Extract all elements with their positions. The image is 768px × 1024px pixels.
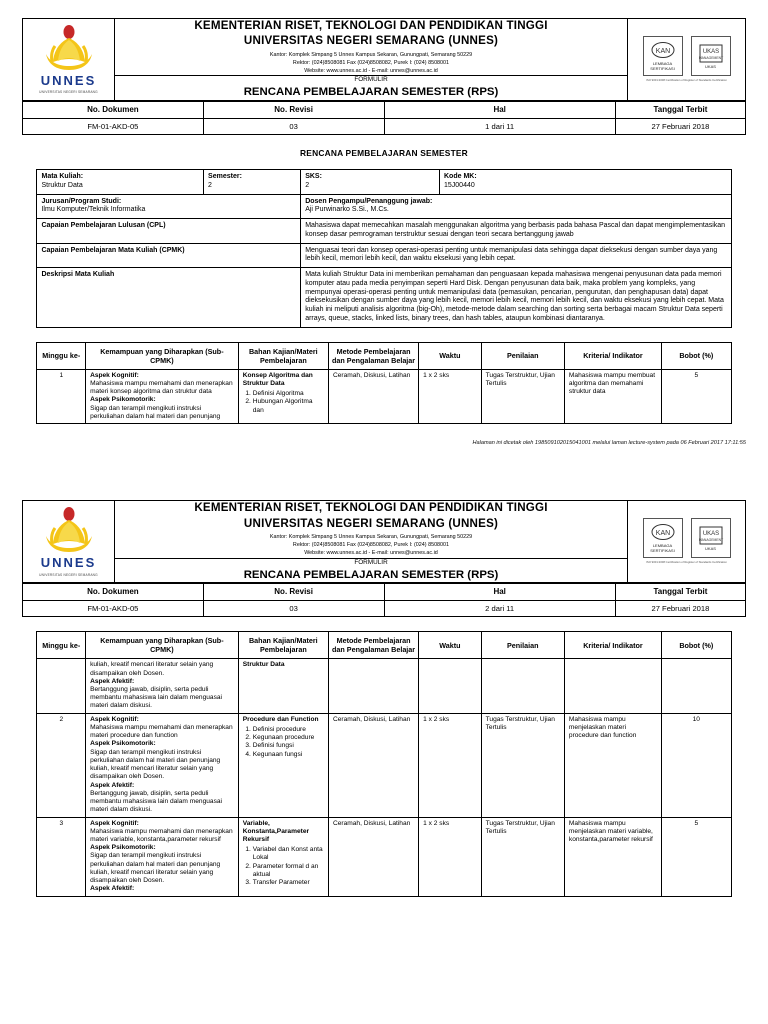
print-footnote: Halaman ini dicetak oleh 198509102015041001 melalui laman lecture-system pada 06 Februari 2017 17:11:55	[472, 440, 746, 447]
cell-bahan-kajian: Procedure dan Function 1. Definisi procedure 2. Kegunaan procedure 3. Definisi fungsi 4. Kegunaan fungsi	[238, 713, 328, 817]
cell-minggu: 1	[37, 369, 86, 423]
col-metode: Metode Pembelajaran dan Pengalaman Belajar	[328, 632, 418, 659]
hal-label: Hal	[384, 101, 615, 118]
cell-kriteria	[564, 659, 661, 713]
cell-metode	[328, 659, 418, 713]
cell-kemampuan: Aspek Kognitif: Mahasiswa mampu memahami dan menerapkan materi konsep algoritma dan struktur data Aspek Psikomotorik: Sigap dan terampil mengikuti instruksi perkuliahan dalam hal materi dan penunjang	[86, 369, 239, 423]
kode-mk-cell: Kode MK: 15J00440	[440, 170, 732, 195]
header-table	[22, 18, 746, 101]
svg-text:KAN: KAN	[655, 48, 670, 56]
cell-waktu: 1 x 2 sks	[419, 369, 481, 423]
col-bahan-kajian: Bahan Kajian/Materi Pembelajaran	[238, 342, 328, 369]
address-line-3: Website: www.unnes.ac.id - E-mail: unnes@unnes.ac.id	[304, 549, 438, 556]
kan-label: LEMBAGA SERTIFIKASI	[650, 61, 675, 72]
matrix-header-row	[37, 342, 731, 369]
ukas-seal-icon	[698, 44, 724, 64]
cell-penilaian	[481, 659, 564, 713]
no-revisi-value: 03	[203, 118, 384, 134]
certification-logos	[628, 19, 746, 101]
ukas-certificate-icon	[691, 518, 731, 558]
rps-matrix-table-page1	[36, 342, 731, 424]
document-page-2	[0, 482, 768, 907]
document-meta-table	[22, 101, 746, 135]
certification-logos	[628, 501, 746, 583]
mata-kuliah-cell: Mata Kuliah: Struktur Data	[37, 170, 204, 195]
hal-value: 1 dari 11	[384, 118, 615, 134]
cell-minggu: 2	[37, 713, 86, 817]
page-separator	[0, 456, 768, 482]
logo-wordmark: UNNES	[40, 555, 97, 571]
cell-minggu: 3	[37, 817, 86, 896]
university-line: UNIVERSITAS NEGERI SEMARANG (UNNES)	[243, 516, 499, 530]
col-waktu: Waktu	[419, 342, 481, 369]
page-title: RENCANA PEMBELAJARAN SEMESTER	[300, 148, 468, 159]
address-line-1: Kantor: Komplek Simpang 5 Unnes Kampus Sekaran, Gunungpati, Semarang 50229	[269, 51, 473, 58]
deskripsi-value: Mata kuliah Struktur Data ini memberikan pemahaman dan penguasaan kepada mahasiswa mengenai penyusunan data pada memori komputer atau pada media penyimpan seperti Hard Disk. Dengan penyusunan data baik, maka problem yang kompleks, yang mempunyai operasi-operasi penting untuk memanipulasi data (pemasukan, pencarian, pengurutan, dan penghapusan data) dapat dieksekusikan dengan sumber daya yang lebih kecil, memori lebih kecil, memori lebih kecil, dan waktu eksekusi yang lebih cepat. Mata kuliah ini meliputi analisis algoritma (big-Oh), metode-metode dalam searching dan sorting serta berbagai macam Struktur Data seperti arrays, queue, stacks, linked lists, binary trees, dan hash tables, ataupun kombinasi diantaranya.	[301, 268, 731, 328]
no-dokumen-label: No. Dokumen	[23, 101, 204, 118]
col-bobot: Bobot (%)	[662, 632, 731, 659]
col-penilaian: Penilaian	[481, 342, 564, 369]
col-metode: Metode Pembelajaran dan Pengalaman Belajar	[328, 342, 418, 369]
matrix-header-row	[37, 632, 731, 659]
cpl-label: Capaian Pembelajaran Lulusan (CPL)	[37, 219, 301, 244]
cell-penilaian: Tugas Terstruktur, Ujian Tertulis	[481, 817, 564, 896]
cell-waktu: 1 x 2 sks	[419, 713, 481, 817]
logo-wordmark: UNNES	[40, 73, 97, 89]
header-table-page2	[22, 500, 746, 583]
cell-bobot	[662, 659, 731, 713]
cell-bahan-kajian: Konsep Algoritma dan Struktur Data 1. Definisi Algoritma 2. Hubungan Algoritma dan	[238, 369, 328, 423]
no-dokumen-label: No. Dokumen	[23, 583, 204, 600]
svg-text:UKAS: UKAS	[702, 48, 719, 55]
cell-bahan-kajian: Variable, Konstanta,Parameter Rekursif 1. Variabel dan Konst anta Lokal 2. Parameter formal d an aktual 3. Transfer Parameter	[238, 817, 328, 896]
col-penilaian: Penilaian	[481, 632, 564, 659]
table-row	[37, 369, 731, 423]
rps-matrix-table-page2	[36, 631, 731, 896]
cell-bobot: 10	[662, 713, 731, 817]
tanggal-terbit-value: 27 Februari 2018	[615, 118, 745, 134]
jurusan-cell: Jurusan/Program Studi: Ilmu Komputer/Teknik Informatika	[37, 194, 301, 219]
cell-bobot: 5	[662, 817, 731, 896]
cell-kriteria: Mahasiswa mampu menjelaskan materi variable, konstanta,parameter rekursif	[564, 817, 661, 896]
no-dokumen-value: FM-01-AKD-05	[23, 600, 204, 616]
cell-metode: Ceramah, Diskusi, Latihan	[328, 369, 418, 423]
cell-bahan-kajian: Struktur Data	[238, 659, 328, 713]
kan-seal-icon	[650, 523, 676, 543]
course-info-table	[36, 169, 731, 328]
col-minggu: Minggu ke-	[37, 632, 86, 659]
certification-note: ISO 9001:2008 Certification of Register of Standards Certification	[646, 78, 727, 83]
col-kriteria: Kriteria/ Indikator	[564, 342, 661, 369]
ukas-certificate-icon	[691, 36, 731, 76]
table-row	[37, 713, 731, 817]
col-kemampuan: Kemampuan yang Diharapkan (Sub-CPMK)	[86, 632, 239, 659]
logo-subtext: UNIVERSITAS NEGERI SEMARANG	[39, 572, 98, 577]
sks-cell: SKS: 2	[301, 170, 440, 195]
no-revisi-label: No. Revisi	[203, 583, 384, 600]
col-waktu: Waktu	[419, 632, 481, 659]
cell-penilaian: Tugas Terstruktur, Ujian Tertulis	[481, 369, 564, 423]
semester-cell: Semester: 2	[204, 170, 301, 195]
cell-metode: Ceramah, Diskusi, Latihan	[328, 713, 418, 817]
cell-kemampuan: Aspek Kognitif: Mahasiswa mampu memahami dan menerapkan materi variable, konstanta,parameter rekursif Aspek Psikomotorik: Sigap dan terampil mengikuti instruksi perkuliahan dalam hal materi dan penunjang kuliah, kreatif mencari literatur selain yang disampaikan oleh Dosen. Aspek Afektif:	[86, 817, 239, 896]
cpmk-value: Menguasai teori dan konsep operasi-operasi penting untuk memanipulasi data sehingga dapat dieksekusi dengan sumber daya yang lebih kecil, memori lebih kecil, dan waktu eksekusi yang lebih cepat.	[301, 243, 731, 268]
ukas-seal-icon	[698, 526, 724, 546]
address-line-3: Website: www.unnes.ac.id - E-mail: unnes@unnes.ac.id	[304, 67, 438, 74]
form-label: FORMULIR	[354, 558, 388, 566]
col-kemampuan: Kemampuan yang Diharapkan (Sub-CPMK)	[86, 342, 239, 369]
cell-kriteria: Mahasiswa mampu membuat algoritma dan memahami struktur data	[564, 369, 661, 423]
deskripsi-label: Deskripsi Mata Kuliah	[37, 268, 301, 328]
document-page-1	[0, 0, 768, 456]
tanggal-terbit-value: 27 Februari 2018	[615, 600, 745, 616]
cell-metode: Ceramah, Diskusi, Latihan	[328, 817, 418, 896]
ministry-line: KEMENTERIAN RISET, TEKNOLOGI DAN PENDIDIKAN TINGGI	[194, 19, 548, 32]
cell-kemampuan: Aspek Kognitif: Mahasiswa mampu memahami dan menerapkan materi procedure dan function Aspek Psikomotorik: Sigap dan terampil mengikuti instruksi perkuliahan dalam hal materi dan penunjang kuliah, kreatif mencari literatur selain yang disampaikan oleh Dosen. Aspek Afektif: Bertanggung jawab, disiplin, serta peduli membantu mahasiswa lain dalam menguasai materi dalam diskusi.	[86, 713, 239, 817]
svg-text:MANAGEMENT: MANAGEMENT	[698, 55, 723, 60]
col-kriteria: Kriteria/ Indikator	[564, 632, 661, 659]
unnes-logo	[23, 19, 115, 101]
form-title: RENCANA PEMBELAJARAN SEMESTER (RPS)	[243, 86, 499, 99]
cell-minggu	[37, 659, 86, 713]
institution-title-cell	[115, 501, 628, 558]
ministry-line: KEMENTERIAN RISET, TEKNOLOGI DAN PENDIDIKAN TINGGI	[194, 501, 548, 515]
svg-text:UKAS: UKAS	[702, 530, 719, 537]
address-line-2: Rektor: (024)8508081 Fax (024)8508082, Purek I: (024) 8508001	[292, 59, 450, 66]
document-meta-table-page2	[22, 583, 746, 617]
ukas-label: UKAS	[705, 545, 716, 551]
table-row	[37, 817, 731, 896]
no-revisi-label: No. Revisi	[203, 101, 384, 118]
col-bobot: Bobot (%)	[662, 342, 731, 369]
table-row	[37, 659, 731, 713]
certification-note: ISO 9001:2008 Certification of Register of Standards Certification	[646, 560, 727, 565]
cell-bobot: 5	[662, 369, 731, 423]
svg-text:MANAGEMENT: MANAGEMENT	[698, 537, 723, 542]
tanggal-terbit-label: Tanggal Terbit	[615, 583, 745, 600]
kan-certificate-icon	[643, 36, 683, 76]
unnes-flame-icon	[40, 506, 98, 554]
institution-title-cell	[115, 19, 628, 76]
form-title: RENCANA PEMBELAJARAN SEMESTER (RPS)	[243, 568, 499, 581]
university-line: UNIVERSITAS NEGERI SEMARANG (UNNES)	[243, 34, 499, 48]
kan-label: LEMBAGA SERTIFIKASI	[650, 543, 675, 554]
ukas-label: UKAS	[705, 63, 716, 69]
dosen-cell: Dosen Pengampu/Penanggung jawab: Aji Purwinarko S.Si., M.Cs.	[301, 194, 731, 219]
cell-waktu: 1 x 2 sks	[419, 817, 481, 896]
col-bahan-kajian: Bahan Kajian/Materi Pembelajaran	[238, 632, 328, 659]
address-line-2: Rektor: (024)8508081 Fax (024)8508082, Purek I: (024) 8508001	[292, 541, 450, 548]
no-revisi-value: 03	[203, 600, 384, 616]
no-dokumen-value: FM-01-AKD-05	[23, 118, 204, 134]
kan-certificate-icon	[643, 518, 683, 558]
cell-penilaian: Tugas Terstruktur, Ujian Tertulis	[481, 713, 564, 817]
cell-kemampuan: kuliah, kreatif mencari literatur selain yang disampaikan oleh Dosen. Aspek Afektif: Bertanggung jawab, disiplin, serta peduli membantu mahasiswa lain dalam menguasai materi dalam diskusi.	[86, 659, 239, 713]
form-title-cell	[115, 76, 628, 100]
form-label: FORMULIR	[354, 76, 388, 84]
cell-waktu	[419, 659, 481, 713]
form-title-cell	[115, 558, 628, 582]
cell-kriteria: Mahasiswa mampu menjelaskan materi procedure dan function	[564, 713, 661, 817]
address-line-1: Kantor: Komplek Simpang 5 Unnes Kampus Sekaran, Gunungpati, Semarang 50229	[269, 534, 473, 541]
col-minggu: Minggu ke-	[37, 342, 86, 369]
tanggal-terbit-label: Tanggal Terbit	[615, 101, 745, 118]
kan-seal-icon	[650, 41, 676, 61]
logo-subtext: UNIVERSITAS NEGERI SEMARANG	[39, 90, 98, 95]
cpl-value: Mahasiswa dapat memecahkan masalah menggunakan algoritma yang berbasis pada bahasa Pascal dan dapat mengimplementasikan konsep dasar pemrograman terstruktur sesuai dengan teori secara bertanggung jawab	[301, 219, 731, 244]
svg-text:KAN: KAN	[655, 530, 670, 538]
unnes-logo	[23, 501, 115, 583]
hal-label: Hal	[384, 583, 615, 600]
unnes-flame-icon	[40, 24, 98, 72]
hal-value: 2 dari 11	[384, 600, 615, 616]
cpmk-label: Capaian Pembelajaran Mata Kuliah (CPMK)	[37, 243, 301, 268]
